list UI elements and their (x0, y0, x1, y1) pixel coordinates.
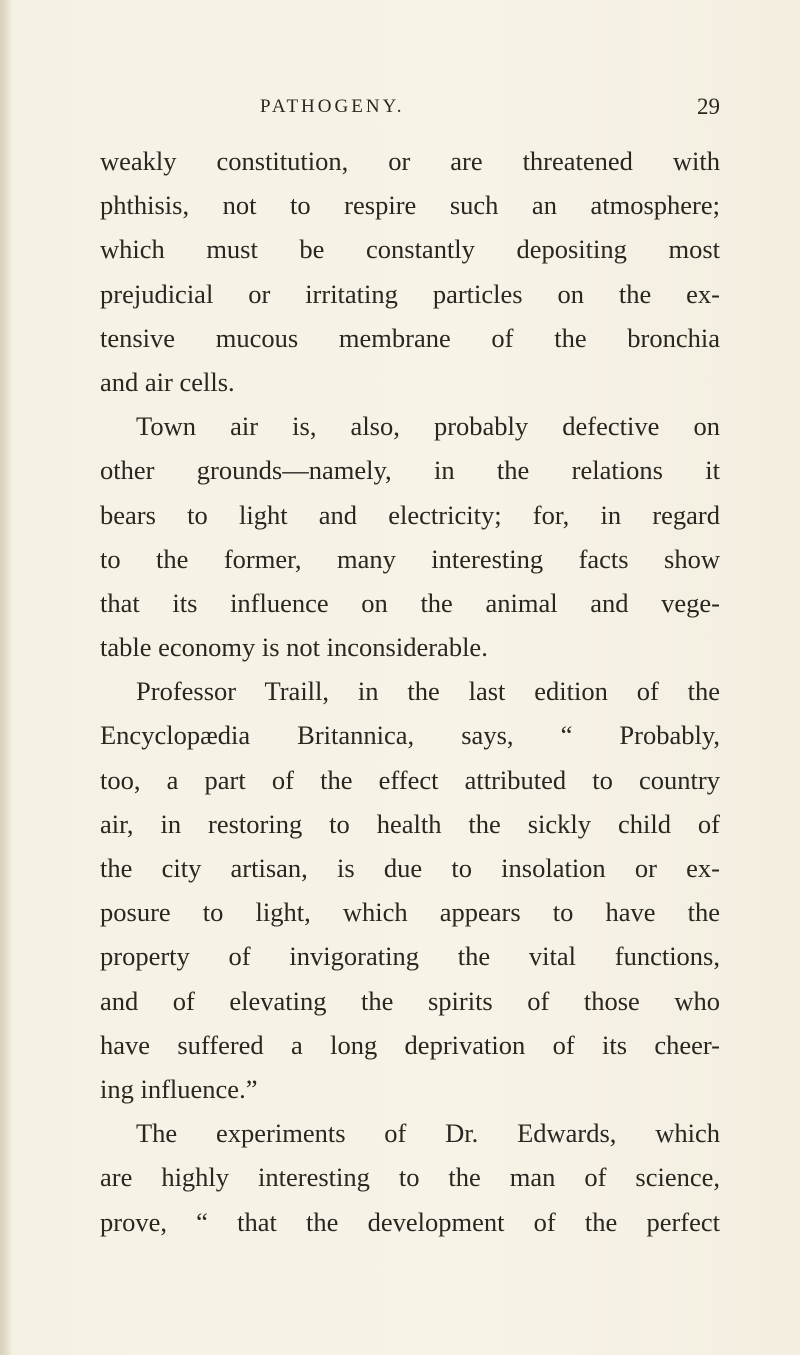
text-line: which must be constantly depositing most (100, 234, 720, 265)
text-line: prejudicial or irritating particles on the ex- (100, 278, 720, 309)
paragraph-start-line: Professor Traill, in the last edition of the (136, 676, 720, 707)
text-line: and of elevating the spirits of those who (100, 985, 720, 1016)
page-header (100, 92, 720, 122)
running-head: PATHOGENY. (260, 96, 405, 117)
text-line: other grounds—namely, in the relations it (100, 455, 720, 486)
page-number: 29 (697, 94, 720, 119)
body-text (100, 139, 720, 1244)
text-line: too, a part of the effect attributed to country (100, 764, 720, 795)
text-line: the city artisan, is due to insolation or ex- (100, 853, 720, 883)
text-line: that its influence on the animal and vege- (100, 587, 720, 618)
text-line: air, in restoring to health the sickly child of (100, 808, 720, 839)
text-line: bears to light and electricity; for, in regard (100, 499, 720, 530)
text-line: and air cells. (100, 366, 235, 397)
text-line: tensive mucous membrane of the bronchia (100, 322, 720, 353)
text-line: posure to light, which appears to have the (100, 897, 720, 928)
text-line: to the former, many interesting facts show (100, 543, 720, 574)
text-line: table economy is not inconsiderable. (100, 632, 488, 663)
text-line: are highly interesting to the man of science, (100, 1162, 720, 1193)
text-line: prove, “ that the development of the perfect (100, 1206, 720, 1237)
text-line: Encyclopædia Britannica, says, “ Probably, (100, 720, 720, 751)
text-line: have suffered a long deprivation of its cheer- (100, 1029, 720, 1060)
paragraph-start-line: Town air is, also, probably defective on (136, 411, 720, 442)
paragraph-start-line: The experiments of Dr. Edwards, which (136, 1118, 720, 1149)
text-line: ing influence.” (100, 1073, 258, 1104)
page-gutter-shadow (0, 0, 12, 1355)
text-line: phthisis, not to respire such an atmosphere; (100, 190, 720, 221)
text-line: weakly constitution, or are threatened with (100, 146, 720, 176)
text-line: property of invigorating the vital functions, (100, 941, 720, 972)
